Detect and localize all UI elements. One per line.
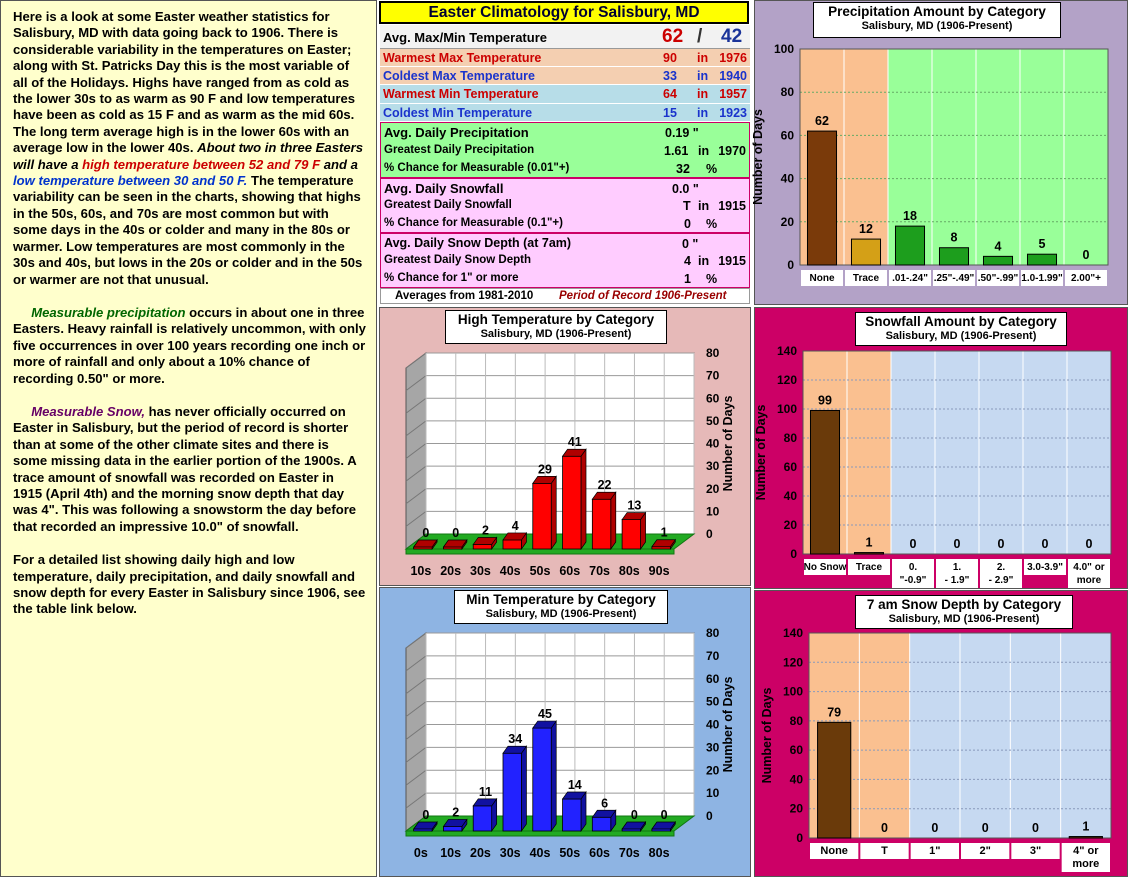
y-tick-label: 100	[782, 684, 803, 699]
chance-precip-value: 32	[676, 162, 690, 176]
row-warmest-min	[380, 85, 750, 104]
y-tick-label: 70	[706, 648, 720, 663]
y-tick-label: 0	[787, 258, 794, 272]
bar	[895, 226, 924, 265]
high-chart-subtitle: Salisbury, MD (1906-Present)	[480, 328, 632, 340]
x-tick-label: more	[1072, 858, 1100, 870]
narrative-paragraph-4: For a detailed list showing daily high and low temperature, daily precipitation, and daily snowfall and snow depth for every Easter in Salisbury since 1906, see the table link below.	[13, 552, 366, 617]
data-label: 0	[660, 808, 668, 822]
data-label: 0	[422, 526, 430, 540]
data-label: 2	[481, 523, 489, 538]
y-axis-title: Number of Days	[721, 395, 735, 492]
data-label: 18	[903, 209, 917, 224]
bar	[1027, 254, 1056, 265]
x-tick-label: 50s	[529, 564, 551, 578]
y-tick-label: 0	[706, 809, 713, 823]
greatest-snow-in: in	[698, 199, 710, 213]
y-axis-title: Number of Days	[721, 676, 735, 773]
x-tick-label: 2.00"+	[1070, 273, 1102, 284]
y-tick-label: 100	[773, 42, 794, 56]
data-label: 22	[597, 478, 612, 493]
bar	[533, 483, 551, 549]
x-tick-label: 60s	[589, 846, 610, 860]
snowfall-block	[380, 178, 750, 233]
data-label: 2	[452, 805, 460, 820]
chance-depth-value: 1	[684, 272, 691, 286]
narrative-p3-b: has never officially occurred on Easter in Salisbury, but the period of record is shorter than at some of the other climate sites and there is some missing data in the earlier portion of the 1900s. A trace amount of snowfall was recorded on Easter in 1915 (April 4th) and the morning snow depth that day was 4". This was following a snowstorm the day before that recorded an impressive 10.0" of snowfall.	[13, 403, 357, 534]
x-tick-label: 0.	[908, 562, 918, 573]
data-label: 0	[981, 821, 989, 835]
x-tick-label: 4" or	[1073, 845, 1099, 857]
data-label: 0	[953, 537, 961, 551]
bar	[473, 544, 491, 549]
y-tick-label: 10	[706, 786, 720, 801]
bar	[563, 456, 581, 549]
snowdepth-block	[380, 233, 750, 288]
depth-chart-subtitle: Salisbury, MD (1906-Present)	[888, 613, 1040, 625]
data-label: 6	[601, 796, 609, 811]
x-tick-label: 70s	[618, 846, 640, 860]
bar	[810, 410, 839, 554]
stats-title: Easter Climatology for Salisbury, MD	[379, 1, 749, 24]
bar-side	[521, 746, 526, 831]
x-tick-label: 1"	[929, 845, 941, 857]
data-label: 1	[660, 525, 668, 540]
bar	[1069, 837, 1102, 838]
depth-chart-title: 7 am Snow Depth by Category	[866, 597, 1062, 612]
y-tick-label: 140	[782, 626, 803, 640]
precip-block	[380, 122, 750, 178]
bar	[443, 826, 461, 831]
x-tick-label: Trace	[855, 562, 883, 573]
x-tick-label: .50"-.99"	[977, 273, 1019, 284]
precip-chart	[751, 1, 1127, 304]
narrative-paragraph-1	[13, 9, 366, 288]
y-tick-label: 20	[783, 518, 797, 532]
y-tick-label: 40	[780, 171, 794, 186]
y-tick-label: 60	[706, 671, 720, 686]
snowfall-chart-subtitle: Salisbury, MD (1906-Present)	[885, 330, 1037, 342]
warmest-min-in: in	[697, 87, 709, 101]
warmest-max-label: Warmest Max Temperature	[383, 51, 542, 65]
y-tick-label: 140	[776, 344, 797, 358]
data-label: 5	[1038, 237, 1046, 252]
snowfall-chart-panel	[754, 307, 1128, 589]
chance-snow-pct: %	[706, 217, 718, 231]
y-tick-label: 0	[796, 831, 803, 845]
footer-period: Period of Record 1906-Present	[559, 290, 727, 302]
x-tick-label: None	[820, 845, 848, 857]
warmest-max-value: 90	[663, 51, 677, 65]
bar	[473, 806, 491, 831]
x-tick-label: .01-.24"	[892, 273, 928, 284]
high-temp-chart	[380, 308, 750, 585]
bar-side	[611, 492, 616, 549]
x-tick-label: 1.0-1.99"	[1021, 273, 1063, 284]
coldest-min-year: 1923	[719, 106, 747, 120]
data-label: 0	[1032, 821, 1039, 835]
y-tick-label: 30	[706, 459, 720, 474]
data-label: 4	[511, 518, 519, 533]
bar	[807, 131, 836, 265]
data-label: 29	[538, 462, 552, 477]
greatest-snow-year: 1915	[718, 199, 746, 213]
bar	[622, 520, 640, 549]
bar	[592, 499, 610, 549]
avg-min-value: 42	[721, 26, 743, 47]
data-label: 13	[627, 498, 642, 513]
y-tick-label: 0	[706, 527, 713, 541]
bar	[939, 248, 968, 265]
stats-table	[379, 0, 751, 305]
floor-edge	[406, 831, 674, 836]
data-label: 99	[818, 393, 832, 408]
narrative-p2-a: Measurable precipitation	[31, 304, 186, 320]
chance-precip-pct: %	[706, 162, 718, 176]
stats-footer	[380, 288, 750, 304]
greatest-precip-year: 1970	[718, 144, 746, 158]
bar	[818, 722, 851, 838]
coldest-max-year: 1940	[719, 69, 747, 83]
coldest-max-in: in	[697, 69, 709, 83]
y-tick-label: 70	[706, 368, 720, 383]
bar	[592, 817, 610, 831]
x-tick-label: 80s	[648, 846, 670, 860]
low-chart-title-box	[454, 590, 668, 624]
narrative-panel	[0, 0, 377, 877]
precip-chart-title: Precipitation Amount by Category	[828, 4, 1046, 19]
coldest-min-in: in	[697, 106, 709, 120]
y-tick-label: 80	[783, 431, 797, 445]
x-tick-label: 1.	[952, 562, 962, 573]
data-label: 0	[452, 526, 460, 540]
chance-snow-value: 0	[684, 217, 691, 231]
x-tick-label: more	[1076, 575, 1102, 586]
bar	[851, 239, 880, 265]
y-tick-label: 60	[706, 391, 720, 406]
y-tick-label: 10	[706, 504, 720, 519]
y-axis-title: Number of Days	[751, 109, 765, 205]
y-tick-label: 20	[706, 481, 720, 496]
y-axis-title: Number of Days	[760, 687, 774, 784]
x-tick-label: 20s	[440, 564, 462, 578]
data-label: 0	[909, 537, 917, 551]
y-tick-label: 20	[789, 801, 803, 816]
warmest-min-value: 64	[663, 87, 677, 101]
chance-precip-label: % Chance for Measurable (0.01"+)	[384, 162, 570, 174]
data-label: 0	[997, 537, 1005, 551]
x-tick-label: - 2.9"	[988, 575, 1014, 586]
narrative-paragraph-2	[13, 305, 366, 387]
coldest-max-value: 33	[663, 69, 677, 83]
greatest-precip-in: in	[698, 144, 710, 158]
x-tick-label: - 1.9"	[944, 575, 970, 586]
narrative-p1-c: high temperature between 52 and 79 F	[82, 156, 321, 172]
x-tick-label: 50s	[559, 846, 581, 860]
y-axis-title: Number of Days	[754, 404, 768, 501]
data-label: 62	[815, 114, 829, 129]
data-label: 0	[422, 808, 430, 822]
bar-side	[581, 449, 586, 549]
high-chart-title-box	[445, 310, 667, 344]
bar	[533, 728, 551, 831]
data-label: 0	[630, 808, 638, 822]
x-tick-label: 10s	[410, 564, 432, 578]
row-coldest-min	[380, 104, 750, 122]
data-label: 0	[1085, 537, 1093, 551]
y-tick-label: 120	[776, 373, 797, 387]
y-tick-label: 60	[789, 743, 803, 758]
y-tick-label: 30	[706, 740, 720, 755]
x-tick-label: 90s	[648, 564, 670, 578]
bar	[503, 540, 521, 549]
data-label: 0	[1041, 537, 1049, 551]
greatest-depth-in: in	[698, 254, 710, 268]
avg-max-value: 62	[662, 26, 684, 47]
row-coldest-max	[380, 67, 750, 85]
narrative-p1-f: The temperature variability can be seen in the charts, showing that highs in the 50s, 60s, and 70s are most common but with some days in the 40s or colder and many in the 80s or warmer. Low temperatures are most commonly in the 30s and 40s, but lows in the 20s or colder and in the 50s or warmer are not that unusual.	[13, 173, 363, 287]
x-tick-label: .25"-.49"	[933, 273, 975, 284]
x-tick-label: 2"	[979, 845, 991, 857]
greatest-depth-year: 1915	[718, 254, 746, 268]
y-tick-label: 40	[783, 489, 797, 503]
avg-depth-value: 0 "	[682, 237, 699, 251]
avg-precip-label: Avg. Daily Precipitation	[384, 125, 529, 140]
depth-chart-title-box	[855, 595, 1073, 629]
y-tick-label: 80	[706, 626, 720, 640]
y-tick-label: 40	[706, 717, 720, 732]
y-tick-label: 80	[789, 713, 803, 728]
y-tick-label: 80	[706, 346, 720, 360]
y-tick-label: 40	[789, 772, 803, 787]
y-tick-label: 20	[780, 214, 794, 229]
depth-chart	[755, 591, 1127, 876]
x-tick-label: "-0.9"	[899, 575, 927, 586]
floor-edge	[406, 549, 674, 554]
warmest-min-year: 1957	[719, 87, 747, 101]
data-label: 11	[478, 784, 493, 799]
x-tick-label: 70s	[589, 564, 610, 578]
x-tick-label: 2.	[996, 562, 1006, 573]
coldest-min-label: Coldest Min Temperature	[383, 106, 533, 120]
narrative-p2-b: occurs in about one in three Easters. Heavy rainfall is relatively uncommon, with only five occurrences in over 100 years recording one inch or more of rainfall and only about a 10% chance of recording 0.50" or more.	[13, 304, 366, 386]
narrative-p1-d: and a	[323, 156, 358, 172]
avg-precip-value: 0.19 "	[665, 126, 699, 140]
y-tick-label: 120	[782, 655, 803, 670]
narrative-p1-a: Here is a look at some Easter weather statistics for Salisbury, MD with data going back to 1906. There is considerable variability in the temperatures on Easter; along with St. Patricks Day this is the most variable of all of the Holidays. Highs have ranged from as cold as the lower 30s to as warm as 90 F and low temperatures have been as cold as 15 F and as warm as the mid 60s. The long term average high is in the lower 60s with an average low in the lower 40s.	[13, 9, 356, 156]
high-chart-title: High Temperature by Category	[457, 312, 655, 327]
bar	[854, 553, 883, 554]
bar	[563, 799, 581, 831]
y-tick-label: 0	[790, 547, 797, 561]
greatest-snow-label: Greatest Daily Snowfall	[384, 199, 512, 211]
snowfall-chart-title-box	[855, 312, 1067, 346]
coldest-min-value: 15	[663, 106, 677, 120]
chance-depth-label: % Chance for 1" or more	[384, 272, 519, 284]
y-tick-label: 100	[776, 402, 797, 416]
x-tick-label: 30s	[499, 846, 521, 860]
warmest-min-label: Warmest Min Temperature	[383, 87, 539, 101]
low-temp-chart-panel	[379, 587, 751, 877]
chance-snow-label: % Chance for Measurable (0.1"+)	[384, 217, 563, 229]
data-label: 1	[865, 535, 873, 550]
bar	[503, 753, 521, 831]
greatest-precip-label: Greatest Daily Precipitation	[384, 144, 535, 156]
data-label: 0	[1082, 248, 1090, 262]
row-avg-maxmin	[380, 25, 750, 49]
data-label: 8	[950, 230, 958, 245]
x-tick-label: No Snow	[803, 562, 847, 573]
x-tick-label: 0s	[413, 846, 428, 860]
x-tick-label: None	[809, 273, 835, 284]
data-label: 12	[859, 222, 873, 237]
data-label: 0	[881, 821, 888, 835]
x-tick-label: 4.0" or	[1073, 562, 1105, 573]
greatest-depth-value: 4	[684, 254, 691, 268]
y-tick-label: 60	[780, 128, 794, 143]
data-label: 1	[1082, 819, 1090, 834]
y-tick-label: 80	[780, 85, 794, 100]
data-label: 41	[567, 435, 582, 450]
bar-side	[551, 476, 556, 549]
avg-depth-label: Avg. Daily Snow Depth (at 7am)	[384, 236, 572, 250]
x-tick-label: 30s	[470, 564, 491, 578]
avg-maxmin-label: Avg. Max/Min Temperature	[383, 30, 547, 45]
narrative-p1-b: About two in three Easters will have a	[13, 140, 364, 172]
x-tick-label: 10s	[440, 846, 462, 860]
chance-depth-pct: %	[706, 272, 718, 286]
narrative-p1-e: low temperature between 30 and 50 F.	[13, 173, 248, 189]
x-tick-label: T	[881, 845, 888, 857]
greatest-precip-value: 1.61	[664, 144, 689, 158]
precip-chart-panel	[751, 0, 1128, 305]
greatest-snow-value: T	[683, 199, 691, 213]
y-tick-label: 50	[706, 413, 720, 428]
low-chart-subtitle: Salisbury, MD (1906-Present)	[485, 608, 637, 620]
x-tick-label: 3"	[1029, 845, 1042, 857]
data-label: 34	[508, 732, 523, 747]
low-temp-chart	[380, 588, 750, 876]
warmest-max-year: 1976	[719, 51, 747, 65]
snowfall-chart	[755, 308, 1127, 588]
greatest-depth-label: Greatest Daily Snow Depth	[384, 254, 531, 266]
bar	[983, 256, 1012, 265]
x-tick-label: 80s	[618, 564, 640, 578]
warmest-max-in: in	[697, 51, 709, 65]
precip-chart-subtitle: Salisbury, MD (1906-Present)	[861, 20, 1013, 32]
y-tick-label: 60	[783, 460, 797, 474]
x-tick-label: 20s	[470, 846, 491, 860]
y-tick-label: 40	[706, 436, 720, 451]
high-temp-chart-panel	[379, 307, 751, 586]
narrative-p3-a: Measurable Snow,	[31, 403, 145, 419]
depth-chart-panel	[754, 590, 1128, 877]
data-label: 0	[931, 821, 939, 835]
y-tick-label: 50	[706, 694, 720, 709]
avg-slash: /	[697, 26, 703, 47]
data-label: 4	[994, 239, 1002, 254]
x-tick-label: 60s	[559, 564, 581, 578]
low-chart-title: Min Temperature by Category	[466, 592, 656, 607]
x-tick-label: 40s	[529, 846, 551, 860]
data-label: 14	[567, 777, 582, 792]
x-tick-label: 40s	[499, 564, 521, 578]
footer-averages: Averages from 1981-2010	[395, 290, 534, 302]
x-tick-label: 3.0-3.9"	[1027, 562, 1063, 573]
row-warmest-max	[380, 49, 750, 67]
avg-snow-label: Avg. Daily Snowfall	[384, 181, 504, 196]
y-tick-label: 20	[706, 763, 720, 778]
data-label: 45	[538, 707, 552, 722]
x-tick-label: Trace	[852, 273, 880, 284]
data-label: 79	[827, 705, 842, 720]
bar-side	[551, 721, 556, 831]
avg-snow-value: 0.0 "	[672, 182, 699, 196]
narrative-paragraph-3	[13, 404, 366, 535]
precip-chart-title-box	[813, 2, 1061, 38]
snowfall-chart-title: Snowfall Amount by Category	[865, 314, 1057, 329]
coldest-max-label: Coldest Max Temperature	[383, 69, 535, 83]
